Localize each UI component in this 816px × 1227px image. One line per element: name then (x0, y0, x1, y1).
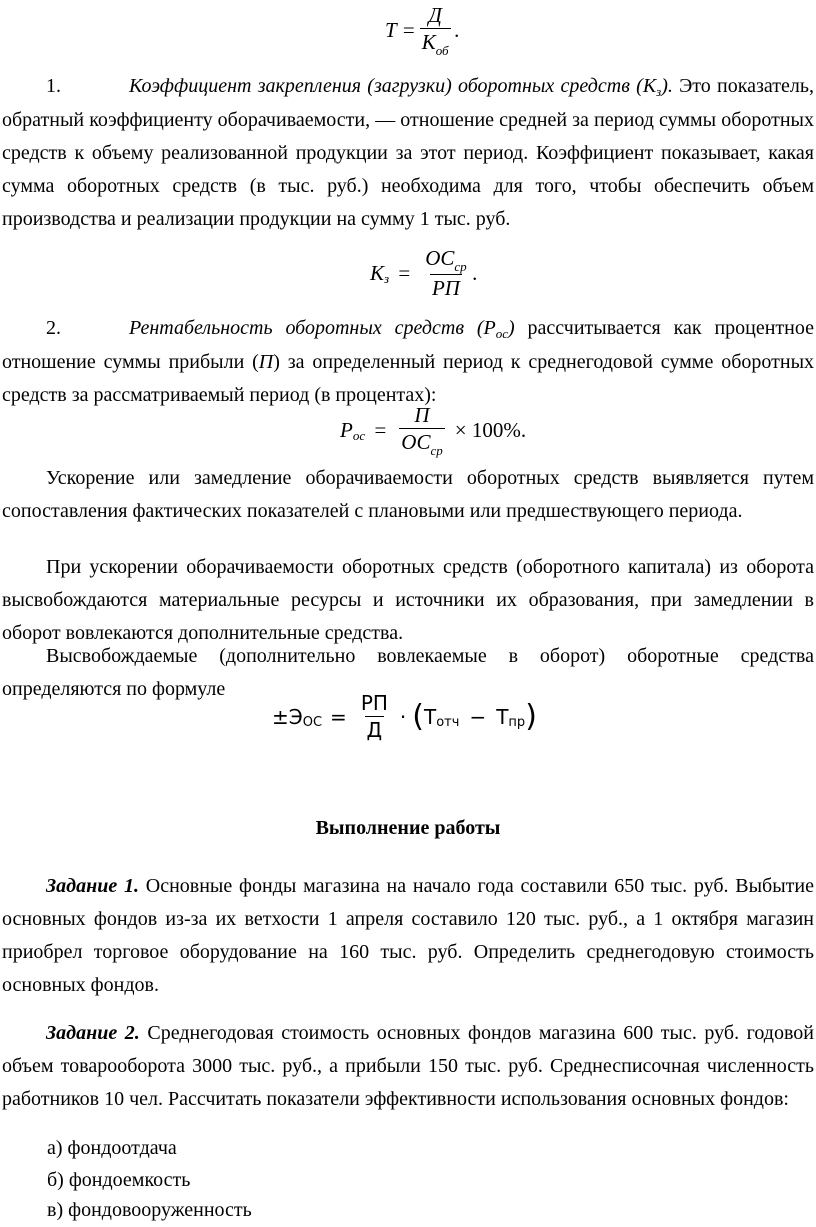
paragraph-release: При ускорении оборачиваемости оборотных средств (оборотного капитала) из оборота высвобождаются материальные ресурсы и источники их образования, при замедлении в оборот вовлекаются дополнительные средства. (2, 556, 814, 644)
item2-title: Рентабельность оборотных средств $(Р_{ос})$ (129, 317, 515, 341)
task1-paragraph (2, 870, 814, 1002)
formula-lhs: T = (385, 17, 416, 42)
paragraph-acceleration: Ускорение или замедление оборачиваемости оборотных средств выявляется путем сопоставления фактических показателей с плановыми или предшествующего периода. (2, 467, 814, 522)
formula-numerator: Д (428, 3, 442, 27)
list-item: б) фондоемкость (47, 1169, 191, 1191)
list-item: в) фондовооруженность (47, 1199, 252, 1221)
item1-number: 1. (46, 75, 61, 97)
task1-label: Задание 1. (46, 875, 139, 897)
formula-turnover (385, 2, 460, 58)
item1-text: Это показатель, обратный коэффициенту оборачиваемости, — отношение средней за период суммы оборотных средств к объему реализованной продукции за этот период. Коэффициент показывает, какая сумма оборотных средств (в тыс. руб.) необходима для того, чтобы обеспечить объем производства и реализации продукции на сумму 1 тыс. руб. (2, 75, 815, 230)
item1-paragraph (2, 70, 814, 236)
formula-tail: . (454, 17, 460, 42)
list-item: а) фондоотдача (47, 1137, 177, 1159)
formula-release: ±Э ОС = $\frac{РП}{Д}$ · ( Т отч − Т пр ) (272, 691, 537, 742)
section-heading: Выполнение работы (315, 817, 501, 839)
formula-denominator: $К_{об}$ (421, 30, 449, 58)
item2-number: 2. (46, 317, 61, 339)
task2-paragraph (2, 1017, 814, 1116)
item2-paragraph: 2. Рентабельность оборотных средств $(Р_{ос})$ рассчитывается как процентное отношение суммы прибыли (П) за определенный период к среднегодовой сумме оборотных средств за рассматриваемый период (в процентах): (2, 317, 815, 406)
task2-label: Задание 2. (46, 1022, 140, 1044)
formula-fraction: $\frac{П}{ОС_{ср}}$ (401, 403, 443, 458)
task2-text: Среднегодовая стоимость основных фондов магазина 600 тыс. руб. годовой объем товарооборота 3000 тыс. руб., а прибыли 150 тыс. руб. Среднесписочная численность работников 10 чел. Рассчитать показатели эффективности использования основных фондов: (2, 1022, 814, 1110)
formula-roc: Р ос = $\frac{П}{ОС_{ср}}$ × 100%. (340, 403, 527, 458)
formula-fraction (420, 2, 451, 58)
formula-fraction: $\frac{ОС_{ср}}{РП}$ (425, 246, 467, 300)
formula-fraction: $\frac{РП}{Д}$ (360, 691, 388, 742)
paragraph-formula-intro: Высвобождаемые (дополнительно вовлекаемые в оборот) оборотные средства определяются по формуле (2, 645, 814, 700)
task1-text: Основные фонды магазина на начало года составили 650 тыс. руб. Выбытие основных фондов из-за их ветхости 1 апреля составило 120 тыс. руб., а 1 октября магазин приобрел торговое оборудование на 160 тыс. руб. Определить среднегодовую стоимость основных фондов. (2, 875, 814, 996)
formula-kz: К з = $\frac{ОС_{ср}}{РП}$ . (370, 246, 478, 300)
item1-title: Коэффициент закрепления (загрузки) оборотных средств $(К_з)$. (129, 75, 673, 99)
